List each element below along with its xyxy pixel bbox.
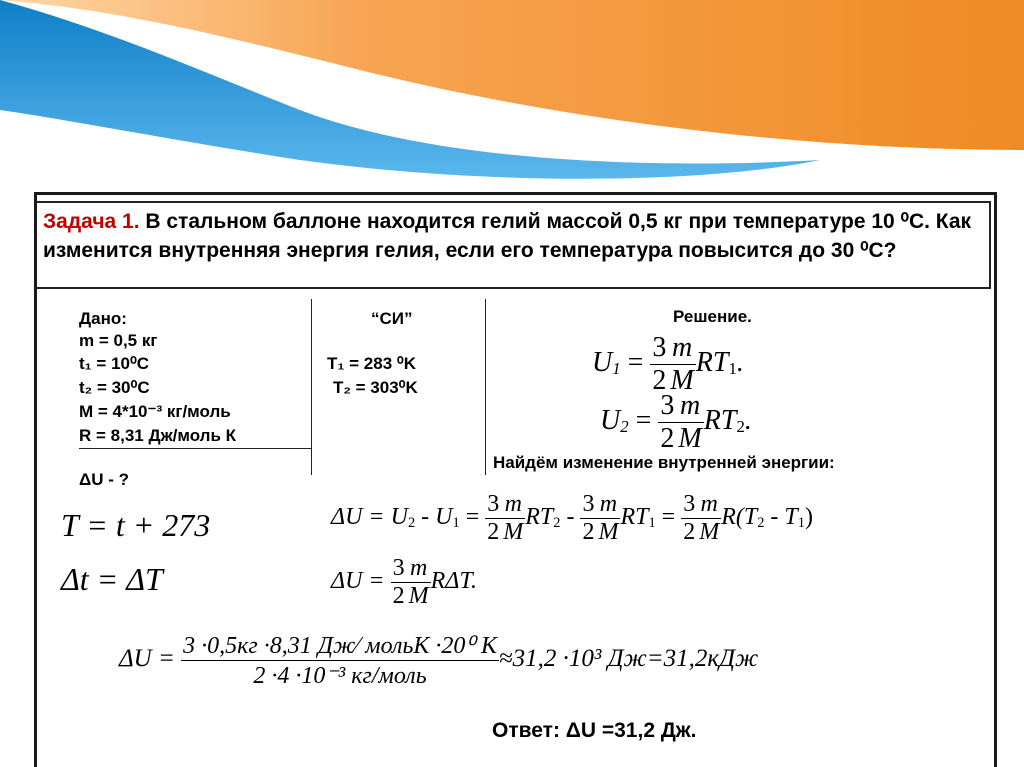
dU-RT2-sub: 2 bbox=[553, 515, 561, 532]
dU-short-RdT: RΔT. bbox=[430, 568, 477, 595]
U2-frac-den: 2 bbox=[660, 423, 675, 454]
dU-f1-M: M bbox=[503, 519, 524, 545]
U1-T-subscript: 1 bbox=[728, 358, 737, 378]
given-find: ΔU - ? bbox=[79, 470, 129, 489]
calc-denominator: 2 ·4 ·10⁻³ кг/моль bbox=[253, 663, 427, 689]
U1-equals: = bbox=[627, 346, 651, 378]
U2-lhs: U bbox=[600, 404, 621, 436]
U1-m: m bbox=[668, 332, 695, 365]
si-T2: T₂ = 303⁰K bbox=[333, 378, 418, 397]
dU-eq2: = bbox=[655, 504, 682, 531]
dU-f1-den: 2 bbox=[487, 519, 500, 545]
problem-slide bbox=[34, 192, 997, 767]
problem-box bbox=[37, 201, 991, 289]
dU-eq1: = bbox=[459, 504, 486, 531]
dU-chain-start: ΔU = U bbox=[331, 504, 408, 531]
find-change-heading: Найдём изменение внутренней энергии: bbox=[493, 453, 835, 472]
U1-frac-den: 2 bbox=[652, 365, 667, 396]
U2-formula: U2 = $\frac{3}{2}$ $\frac{m}{M}$ RT2. bbox=[600, 390, 752, 454]
problem-statement bbox=[43, 207, 983, 265]
dU-f3-num: 3 bbox=[683, 491, 696, 517]
dU-R-paren: R(T bbox=[721, 504, 758, 531]
dU-RT1: RT bbox=[620, 504, 649, 531]
U2-subscript: 2 bbox=[620, 416, 629, 436]
U2-equals: = bbox=[635, 404, 659, 436]
answer: Ответ: ΔU =31,2 Дж. bbox=[492, 719, 697, 742]
U1-M: M bbox=[670, 365, 694, 396]
si-T1: T₁ = 283 ⁰K bbox=[327, 354, 416, 373]
dU-minus-U1: - U bbox=[415, 504, 453, 531]
dU-T1-sub: 1 bbox=[797, 515, 805, 532]
U1-subscript: 1 bbox=[612, 358, 621, 378]
dU-U2-sub: 2 bbox=[407, 515, 416, 532]
dU-short-num: 3 bbox=[392, 555, 405, 581]
calc-result: ≈31,2 ·10³ Дж=31,2кДж bbox=[498, 645, 759, 673]
U1-formula: U1 = $\frac{3}{2}$ $\frac{m}{M}$ RT1. bbox=[592, 332, 744, 396]
dU-f1-m: m bbox=[501, 491, 525, 519]
dU-f2-num: 3 bbox=[582, 491, 595, 517]
problem-text: В стальном баллоне находится гелий массой 0,5 кг при температуре 10 ⁰С. Как изменится внутренняя энергия гелия, если его температура повысится до 30 ⁰С? bbox=[43, 210, 972, 262]
dU-RT1-sub: 1 bbox=[648, 515, 656, 532]
dU-RT2: RT bbox=[525, 504, 554, 531]
si-solution-separator bbox=[485, 299, 486, 475]
dU-f3-m: m bbox=[697, 491, 721, 519]
dU-f2-den: 2 bbox=[582, 519, 595, 545]
dU-f3-M: M bbox=[699, 519, 720, 545]
si-title: “СИ” bbox=[371, 309, 413, 328]
dU-close-paren: ) bbox=[804, 504, 813, 531]
dt-relation: Δt = ΔT bbox=[61, 561, 163, 597]
given-gas-constant: R = 8,31 Дж/моль К bbox=[79, 426, 237, 445]
header-banner bbox=[0, 0, 1024, 195]
U2-frac-num: 3 bbox=[660, 390, 675, 421]
dU-chain-formula: $\Delta U = U_2 - U_1$ = $\frac{3}{2}$ $\frac{m}{M}$ $RT_2$ - $\frac{3}{2}$ $\frac{m}{M}$ $RT_1$ = $\frac{3}{2}$ $\frac{m}{M}$ $R(T_2 - T_1)$ bbox=[331, 491, 813, 545]
calc-lhs: ΔU = bbox=[119, 645, 182, 673]
U1-frac-num: 3 bbox=[652, 332, 667, 363]
numeric-calculation bbox=[119, 631, 758, 690]
given-mass: m = 0,5 кг bbox=[79, 331, 158, 350]
problem-label: Задача 1. bbox=[43, 210, 140, 233]
dU-U1-sub: 1 bbox=[452, 515, 460, 532]
dU-f3-den: 2 bbox=[683, 519, 696, 545]
U2-RT: RT bbox=[703, 404, 737, 436]
dU-short-formula bbox=[331, 555, 477, 610]
T-relation: T = t + 273 bbox=[61, 507, 211, 543]
dU-f2-M: M bbox=[598, 519, 619, 545]
U1-RT: RT bbox=[695, 346, 729, 378]
calc-numerator: 3 ·0,5кг ·8,31 Дж⁄ мольК ·20⁰ К bbox=[183, 633, 497, 659]
dU-T2-sub: 2 bbox=[757, 515, 765, 532]
U2-M: M bbox=[678, 423, 702, 454]
given-t1: t₁ = 10⁰С bbox=[79, 354, 150, 373]
U1-lhs: U bbox=[592, 346, 613, 378]
given-divider bbox=[79, 448, 311, 449]
dU-f2-m: m bbox=[596, 491, 620, 519]
U2-m: m bbox=[676, 390, 703, 423]
dU-minus-T1: - T bbox=[764, 504, 798, 531]
given-molar-mass: M = 4*10⁻³ кг/моль bbox=[79, 402, 231, 421]
dU-short-m: m bbox=[407, 555, 431, 583]
dU-f1-num: 3 bbox=[487, 491, 500, 517]
solution-title: Решение. bbox=[673, 307, 752, 326]
given-si-separator bbox=[311, 299, 312, 475]
dU-short-den: 2 bbox=[392, 583, 405, 609]
given-title: Дано: bbox=[79, 309, 127, 328]
dU-short-lhs: ΔU = bbox=[331, 568, 391, 595]
U2-T-subscript: 2 bbox=[736, 416, 745, 436]
dU-short-M: M bbox=[408, 583, 429, 609]
given-t2: t₂ = 30⁰С bbox=[79, 378, 150, 397]
